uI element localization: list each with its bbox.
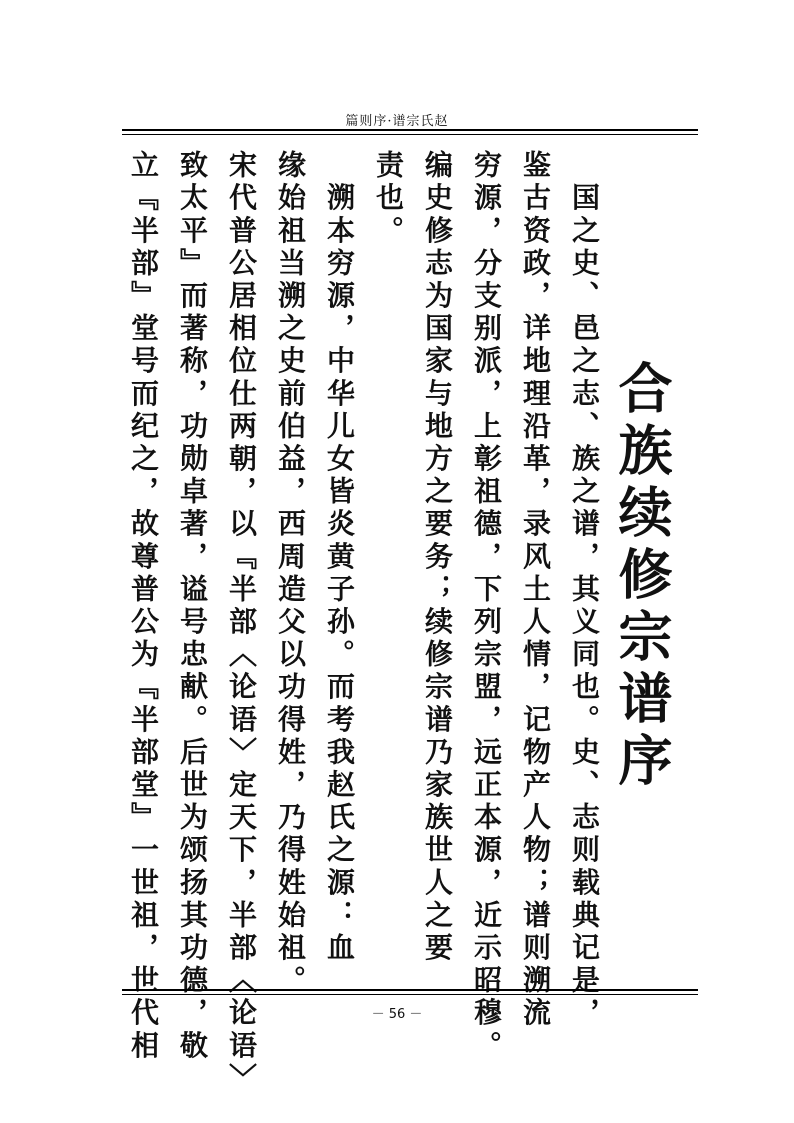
footer-rule [122,989,698,995]
text-column-4: 编史修志为国家与地方之要务；续修宗谱乃家族世人之要 [421,150,454,965]
text-column-5: 责也。 [372,150,405,248]
text-column-8: 宋代普公居相位仕两朝，以『半部〈论语〉定天下，半部〈论语〉 [225,150,258,1096]
text-column-7: 缘始祖当溯之史前伯益，西周造父以功得姓，乃得姓始祖。 [274,150,307,998]
text-column-10: 立『半部』堂号而纪之，故尊普公为『半部堂』一世祖，世代相 [127,150,160,1063]
page-number: － 56 － [371,1007,423,1022]
text-column-6: 溯本穷源，中华儿女皆炎黄子孙。而考我赵氏之源：血 [323,150,356,965]
text-column-1: 国之史、邑之志、族之谱，其义同也。史、志则载典记是， [568,150,601,1031]
text-column-2: 鉴古资政，详地理沿革，录风土人情，记物产人物；谱则溯流 [519,150,552,1031]
text-column-9: 致太平』而著称，功勋卓著，谥号忠献。后世为颂扬其功德，敬 [176,150,209,1063]
text-column-3: 穷源，分支别派，上彰祖德，下列宗盟，远正本源，近示昭穆。 [470,150,503,1063]
page-title: 合族续修宗谱序 [610,360,674,794]
header-rule [122,129,698,135]
running-header: 篇则序·谱宗氏赵 [345,114,449,129]
